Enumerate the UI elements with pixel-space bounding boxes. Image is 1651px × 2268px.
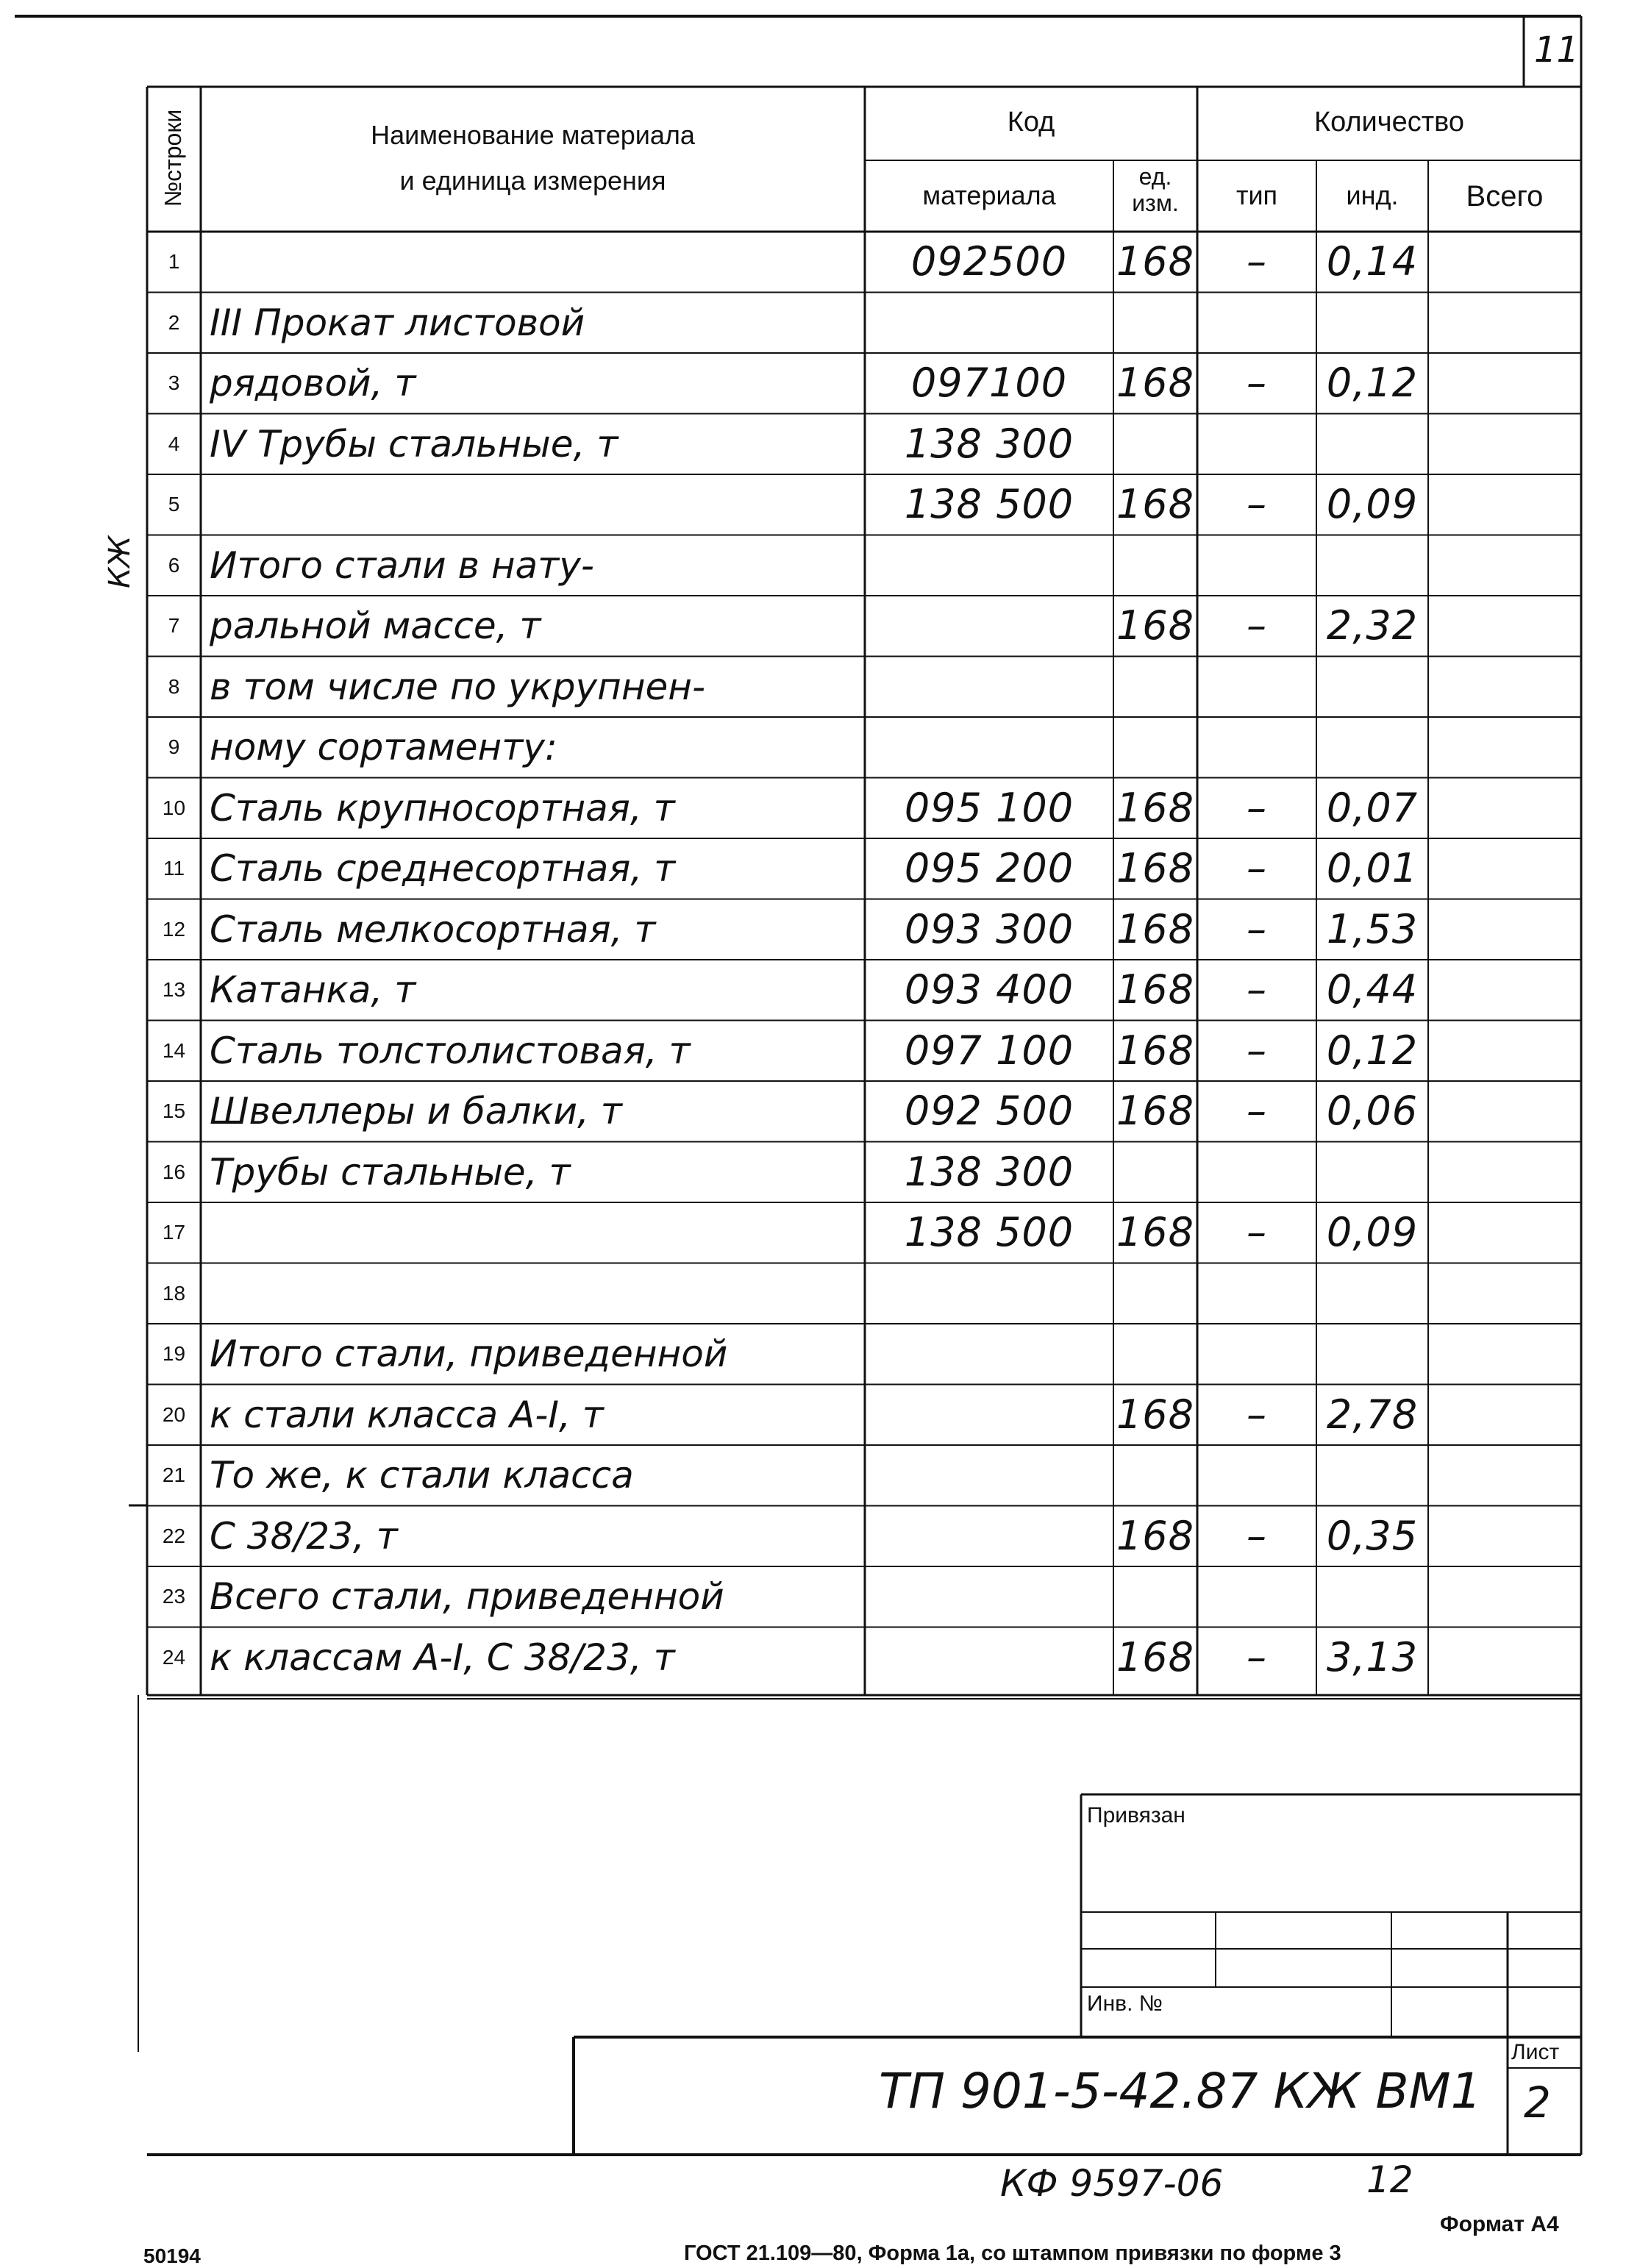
- material-code: [865, 596, 1113, 657]
- unit-code: [1113, 1263, 1197, 1324]
- qty-ind: 0,44: [1326, 966, 1419, 1013]
- material-name: в том числе по укрупнен-: [210, 665, 705, 708]
- qty-type: –: [1247, 1391, 1267, 1438]
- qty-ind: [1316, 535, 1428, 596]
- material-name: Итого стали, приведенной: [210, 1333, 728, 1375]
- qty-ind: 0,01: [1326, 845, 1419, 891]
- qty-ind: 0,35: [1326, 1512, 1419, 1559]
- material-code: [865, 1324, 1113, 1385]
- material-name: Катанка, т: [210, 969, 416, 1011]
- qty-type: [1197, 657, 1316, 718]
- qty-type: [1197, 1445, 1316, 1506]
- name-header-line2: и единица измерения: [399, 165, 666, 196]
- copy-page: 12: [1366, 2158, 1413, 2201]
- material-name: к классам A-I, С 38/23, т: [210, 1636, 675, 1679]
- row-number: 23: [162, 1585, 186, 1608]
- unit-code: 168: [1116, 1391, 1195, 1438]
- qty-type: [1197, 293, 1316, 354]
- qty-ind: [1316, 1263, 1428, 1324]
- row-number: 13: [162, 978, 186, 1001]
- code-unit-header: [1113, 163, 1197, 216]
- unit-code: 168: [1116, 1633, 1195, 1680]
- material-code: 095 100: [904, 784, 1074, 831]
- row-number: 4: [168, 432, 180, 455]
- row-number: 6: [168, 553, 180, 577]
- row-number: 24: [162, 1645, 186, 1669]
- material-code: 138 500: [904, 481, 1074, 527]
- row-number: 16: [162, 1160, 186, 1183]
- unit-code: 168: [1116, 1088, 1195, 1134]
- archive-number: 50194: [143, 2244, 201, 2267]
- material-name: Трубы стальные, т: [210, 1150, 571, 1194]
- qty-ind: 0,09: [1326, 1209, 1419, 1255]
- row-number: 17: [162, 1221, 186, 1244]
- unit-code: [1113, 535, 1197, 596]
- material-name: Сталь мелкосортная, т: [210, 907, 656, 951]
- material-name: Всего стали, приведенной: [210, 1575, 724, 1618]
- unit-code: 168: [1116, 1209, 1195, 1255]
- qty-type: –: [1247, 360, 1267, 406]
- material-name: III Прокат листовой: [210, 301, 585, 344]
- material-name: ному сортаменту:: [210, 726, 557, 769]
- qty-type: –: [1247, 1088, 1267, 1134]
- row-number: 19: [162, 1342, 186, 1365]
- qty-header: Количество: [1313, 107, 1465, 138]
- material-name: IV Трубы стальные, т: [210, 422, 618, 466]
- row-number: 8: [168, 674, 180, 698]
- material-code: 093 400: [904, 966, 1074, 1013]
- material-code: [865, 1566, 1113, 1627]
- qty-type: –: [1247, 905, 1267, 952]
- sheet-label: Лист: [1511, 2040, 1560, 2064]
- row-number: 5: [168, 493, 180, 516]
- qty-type: [1197, 1566, 1316, 1627]
- unit-code: 168: [1116, 602, 1195, 649]
- copy-number: КФ 9597-06: [1000, 2162, 1224, 2205]
- qty-ind: 0,12: [1326, 360, 1419, 406]
- material-code: 092500: [910, 238, 1068, 285]
- row-number: 3: [168, 371, 180, 394]
- material-code: 138 500: [904, 1209, 1074, 1255]
- qty-type: [1197, 717, 1316, 778]
- code-unit-line1: ед.: [1138, 163, 1172, 190]
- qty-ind: [1316, 293, 1428, 354]
- row-number: 9: [168, 735, 180, 758]
- qty-ind: [1316, 414, 1428, 475]
- material-code: 138 300: [904, 420, 1074, 467]
- row-number: 22: [162, 1524, 186, 1547]
- qty-ind: 2,78: [1326, 1391, 1419, 1438]
- qty-ind: 2,32: [1326, 602, 1419, 649]
- material-name: [210, 1263, 865, 1324]
- margin-note: КЖ: [103, 535, 137, 588]
- row-number: 2: [168, 310, 180, 334]
- qty-ind: [1316, 1445, 1428, 1506]
- row-number: 10: [162, 796, 186, 819]
- material-code: [865, 657, 1113, 718]
- material-name: ральной массе, т: [210, 605, 541, 647]
- unit-code: 168: [1116, 360, 1195, 406]
- material-code: [865, 1445, 1113, 1506]
- row-number: 12: [162, 917, 186, 941]
- material-code: [865, 1627, 1113, 1688]
- material-name: рядовой, т: [210, 362, 416, 404]
- material-code: [865, 1506, 1113, 1567]
- row-number: 1: [168, 250, 180, 273]
- unit-code: [1113, 293, 1197, 354]
- tied-label: Привязан: [1087, 1803, 1185, 1827]
- document-code: ТП 901-5-42.87 КЖ ВМ1: [879, 2063, 1482, 2119]
- unit-code: [1113, 1142, 1197, 1203]
- material-name: Сталь крупносортная, т: [210, 786, 675, 830]
- qty-ind: [1316, 1566, 1428, 1627]
- unit-code: 168: [1116, 845, 1195, 891]
- unit-code: [1113, 657, 1197, 718]
- qty-type: –: [1247, 238, 1267, 285]
- qty-type-header: тип: [1235, 180, 1278, 210]
- qty-ind: [1316, 1142, 1428, 1203]
- unit-code: [1113, 1324, 1197, 1385]
- unit-code: 168: [1116, 481, 1195, 527]
- qty-type: –: [1247, 966, 1267, 1013]
- qty-type: –: [1247, 1633, 1267, 1680]
- material-name: [210, 1202, 865, 1263]
- qty-ind-header: инд.: [1346, 180, 1399, 210]
- qty-ind: 0,07: [1326, 784, 1419, 831]
- name-header-line1: Наименование материала: [371, 120, 695, 150]
- unit-code: 168: [1116, 905, 1195, 952]
- material-name: к стали класса A-I, т: [210, 1393, 604, 1436]
- unit-code: [1113, 414, 1197, 475]
- row-number: 15: [162, 1099, 186, 1122]
- row-number: 14: [162, 1038, 186, 1062]
- material-code: 092 500: [904, 1088, 1074, 1134]
- qty-type: [1197, 1324, 1316, 1385]
- unit-code: 168: [1116, 784, 1195, 831]
- unit-code: 168: [1116, 1512, 1195, 1559]
- qty-ind: 1,53: [1326, 905, 1419, 952]
- material-name: Сталь среднесортная, т: [210, 847, 676, 890]
- unit-code: 168: [1116, 238, 1195, 285]
- material-code: [865, 293, 1113, 354]
- material-name: Итого стали в нату-: [210, 543, 594, 587]
- material-code: 097100: [910, 360, 1068, 406]
- qty-ind: [1316, 1324, 1428, 1385]
- code-unit-line2: изм.: [1132, 190, 1179, 216]
- qty-type: [1197, 535, 1316, 596]
- row-number: 11: [163, 857, 185, 880]
- qty-ind: 0,14: [1326, 238, 1419, 285]
- format-label: Формат А4: [1440, 2212, 1559, 2236]
- row-number: 21: [162, 1463, 186, 1486]
- row-number: 18: [162, 1281, 186, 1305]
- qty-type: –: [1247, 1209, 1267, 1255]
- material-name: Сталь толстолистовая, т: [210, 1029, 691, 1072]
- qty-type: [1197, 1263, 1316, 1324]
- material-code: [865, 535, 1113, 596]
- qty-type: –: [1247, 845, 1267, 891]
- row-number-header: №строки: [160, 109, 186, 207]
- row-number: 20: [162, 1402, 186, 1426]
- qty-total-header: Всего: [1466, 180, 1544, 213]
- material-code: [865, 1385, 1113, 1446]
- qty-ind: 0,06: [1326, 1088, 1419, 1134]
- material-name: [210, 474, 865, 535]
- qty-type: –: [1247, 1027, 1267, 1074]
- material-code: [865, 1263, 1113, 1324]
- code-header: Код: [1007, 107, 1055, 138]
- qty-type: [1197, 414, 1316, 475]
- qty-type: –: [1247, 481, 1267, 527]
- unit-code: [1113, 717, 1197, 778]
- qty-ind: [1316, 657, 1428, 718]
- unit-code: 168: [1116, 966, 1195, 1013]
- inventory-label: Инв. №: [1087, 1991, 1163, 2016]
- page-number: 11: [1534, 29, 1580, 71]
- qty-type: –: [1247, 1512, 1267, 1559]
- material-code: 093 300: [904, 905, 1074, 952]
- unit-code: 168: [1116, 1027, 1195, 1074]
- material-name: [210, 232, 865, 293]
- material-name: Швеллеры и балки, т: [210, 1090, 622, 1133]
- gost-label: ГОСТ 21.109—80, Форма 1а, со штампом привязки по форме 3: [684, 2242, 1341, 2265]
- sheet-number: 2: [1524, 2078, 1551, 2128]
- code-material-header: материала: [922, 180, 1056, 210]
- qty-type: –: [1247, 784, 1267, 831]
- qty-ind: 0,09: [1326, 481, 1419, 527]
- qty-type: [1197, 1142, 1316, 1203]
- qty-ind: 3,13: [1326, 1633, 1419, 1680]
- qty-type: –: [1247, 602, 1267, 649]
- material-name: То же, к стали класса: [210, 1454, 634, 1497]
- material-code: 097 100: [904, 1027, 1074, 1074]
- material-code: [865, 717, 1113, 778]
- unit-code: [1113, 1566, 1197, 1627]
- material-code: 138 300: [904, 1148, 1074, 1195]
- qty-ind: [1316, 717, 1428, 778]
- row-number: 7: [168, 614, 180, 637]
- material-name: С 38/23, т: [210, 1514, 398, 1558]
- material-code: 095 200: [904, 845, 1074, 891]
- qty-ind: 0,12: [1326, 1027, 1419, 1074]
- unit-code: [1113, 1445, 1197, 1506]
